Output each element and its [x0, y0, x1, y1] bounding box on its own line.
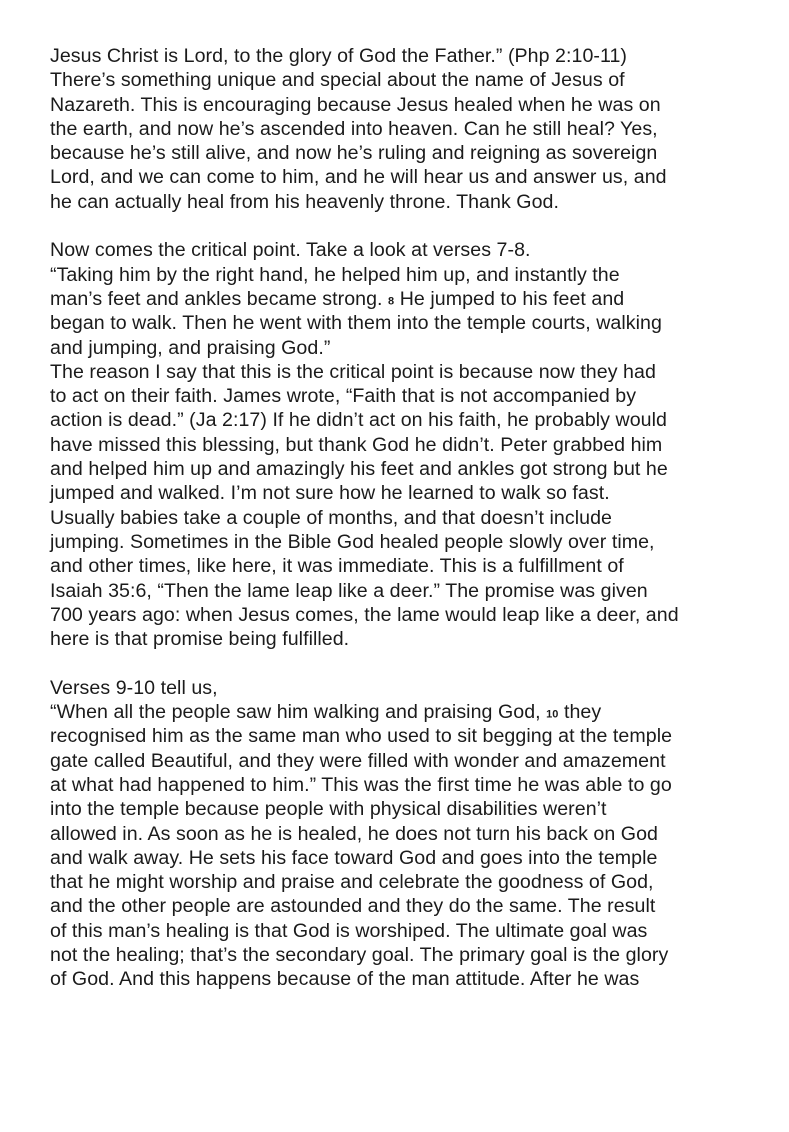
text-line — [50, 700, 750, 724]
text-line: of God. And this happens because of the man attitude. After he was — [50, 968, 640, 991]
paragraph — [50, 44, 750, 214]
text-line: because he’s still alive, and now he’s ruling and reigning as sovereign — [50, 142, 658, 165]
text-line: to act on their faith. James wrote, “Faith that is not accompanied by — [50, 385, 637, 408]
paragraph — [50, 676, 750, 992]
text-line: Now comes the critical point. Take a look at verses 7-8. — [50, 239, 531, 262]
text-segment: “When all the people saw him walking and praising God, — [50, 701, 547, 724]
text-line: Usually babies take a couple of months, and that doesn’t include — [50, 506, 612, 529]
paragraph-gap — [50, 214, 750, 238]
text-line: recognised him as the same man who used to sit begging at the temple — [50, 725, 673, 748]
document-page — [50, 44, 750, 992]
paragraph — [50, 238, 750, 651]
text-line: and other times, like here, it was immediate. This is a fulfillment of — [50, 555, 624, 578]
text-line: action is dead.” (Ja 2:17) If he didn’t act on his faith, he probably would — [50, 409, 667, 432]
text-line: the earth, and now he’s ascended into heaven. Can he still heal? Yes, — [50, 117, 658, 140]
text-line: allowed in. As soon as he is healed, he does not turn his back on God — [50, 822, 658, 845]
text-line: “Taking him by the right hand, he helped him up, and instantly the — [50, 263, 620, 286]
text-line: at what had happened to him.” This was the first time he was able to go — [50, 773, 672, 796]
text-line: that he might worship and praise and celebrate the goodness of God, — [50, 871, 654, 894]
text-line: 700 years ago: when Jesus comes, the lame would leap like a deer, and — [50, 603, 679, 626]
text-line: of this man’s healing is that God is worshiped. The ultimate goal was — [50, 919, 648, 942]
text-line: began to walk. Then he went with them into the temple courts, walking — [50, 312, 662, 335]
text-line: The reason I say that this is the critical point is because now they had — [50, 360, 656, 383]
text-segment: man’s feet and ankles became strong. — [50, 287, 389, 310]
text-line: Nazareth. This is encouraging because Jesus healed when he was on — [50, 93, 661, 116]
text-line: into the temple because people with physical disabilities weren’t — [50, 798, 607, 821]
text-line: and walk away. He sets his face toward God and goes into the temple — [50, 846, 658, 869]
text-line: here is that promise being fulfilled. — [50, 628, 350, 651]
verse-number: 10 — [546, 708, 559, 721]
paragraph-gap — [50, 651, 750, 675]
text-line: Isaiah 35:6, “Then the lame leap like a deer.” The promise was given — [50, 579, 648, 602]
text-line: have missed this blessing, but thank God he didn’t. Peter grabbed him — [50, 433, 663, 456]
text-segment: He jumped to his feet and — [394, 287, 625, 310]
text-line: Verses 9-10 tell us, — [50, 676, 218, 699]
text-segment: they — [558, 701, 602, 724]
text-line: Jesus Christ is Lord, to the glory of God the Father.” (Php 2:10-11) — [50, 45, 627, 67]
text-line: jumped and walked. I’m not sure how he learned to walk so fast. — [50, 482, 610, 505]
text-line: There’s something unique and special about the name of Jesus of — [50, 69, 625, 92]
text-line: and the other people are astounded and they do the same. The result — [50, 895, 656, 918]
text-line: not the healing; that’s the secondary goal. The primary goal is the glory — [50, 943, 669, 966]
text-line: and jumping, and praising God.” — [50, 336, 331, 359]
text-line: jumping. Sometimes in the Bible God healed people slowly over time, — [50, 530, 655, 553]
text-line: gate called Beautiful, and they were filled with wonder and amazement — [50, 749, 666, 772]
text-line: and helped him up and amazingly his feet and ankles got strong but he — [50, 458, 668, 481]
verse-number: 8 — [388, 295, 395, 308]
text-line: he can actually heal from his heavenly throne. Thank God. — [50, 190, 559, 213]
text-line: Lord, and we can come to him, and he will hear us and answer us, and — [50, 166, 667, 189]
text-line — [50, 287, 750, 311]
